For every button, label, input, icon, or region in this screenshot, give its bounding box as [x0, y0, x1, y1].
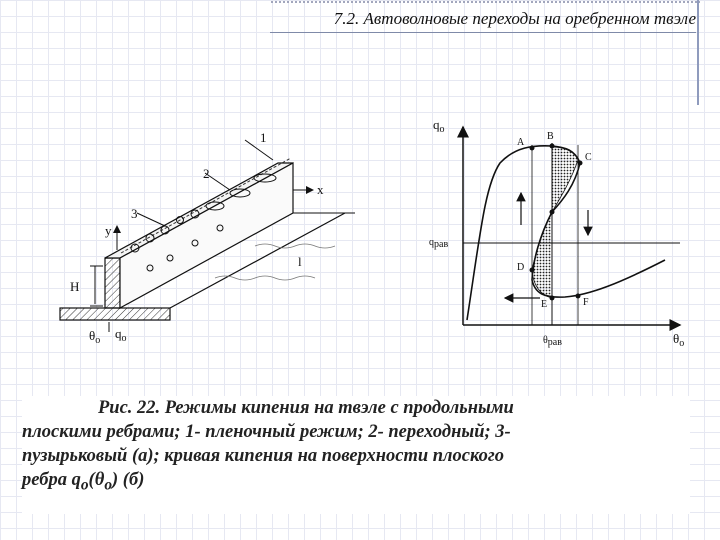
liquid-wave-2: [255, 244, 335, 248]
boiling-curve-diagram: [425, 115, 715, 355]
q-axis-label: $q_о$: [433, 117, 445, 135]
caption-line-1: Рис. 22. Режимы кипения на твэле с продольными: [98, 398, 514, 418]
caption-line-3: пузырьковый (а); кривая кипения на поверхности плоского: [22, 446, 504, 466]
point-D: D: [517, 262, 525, 273]
base-wall: [60, 308, 170, 320]
theta-axis-label: $\theta_о$: [673, 331, 685, 349]
point-C: C: [585, 152, 592, 163]
page-title: 7.2. Автоволновые переходы на оребренном твэле: [270, 6, 696, 33]
mode-2-label: 2: [203, 166, 210, 181]
fin-front-face: [105, 258, 120, 308]
caption-line-2: плоскими ребрами; 1- пленочный режим; 2- переходный; 3-: [22, 422, 511, 442]
header-dotted-strip: [270, 0, 700, 4]
point-E: E: [541, 299, 548, 310]
mode-1-label: 1: [260, 130, 267, 145]
caption-line-4: ребра $q_о(\theta_о)$ (б): [22, 470, 145, 494]
x-axis-label: x: [317, 182, 324, 197]
theta-label: $\theta_о$: [89, 328, 101, 346]
point-F: F: [583, 297, 589, 308]
point-A: A: [517, 137, 525, 148]
mode-3-label: 3: [131, 206, 138, 221]
header-vertical-rule: [697, 0, 699, 105]
q-eq-label: qрав: [429, 237, 449, 250]
theta-eq-label: θрав: [543, 335, 562, 348]
y-axis-label: y: [105, 223, 112, 238]
point-B: B: [547, 131, 554, 142]
q-label: $q_о$: [115, 326, 127, 344]
height-label: H: [70, 279, 80, 294]
length-label: l: [298, 254, 302, 269]
liquid-wave-1: [215, 276, 315, 280]
figure-caption: [22, 396, 690, 514]
fin-diagram: [55, 118, 385, 358]
